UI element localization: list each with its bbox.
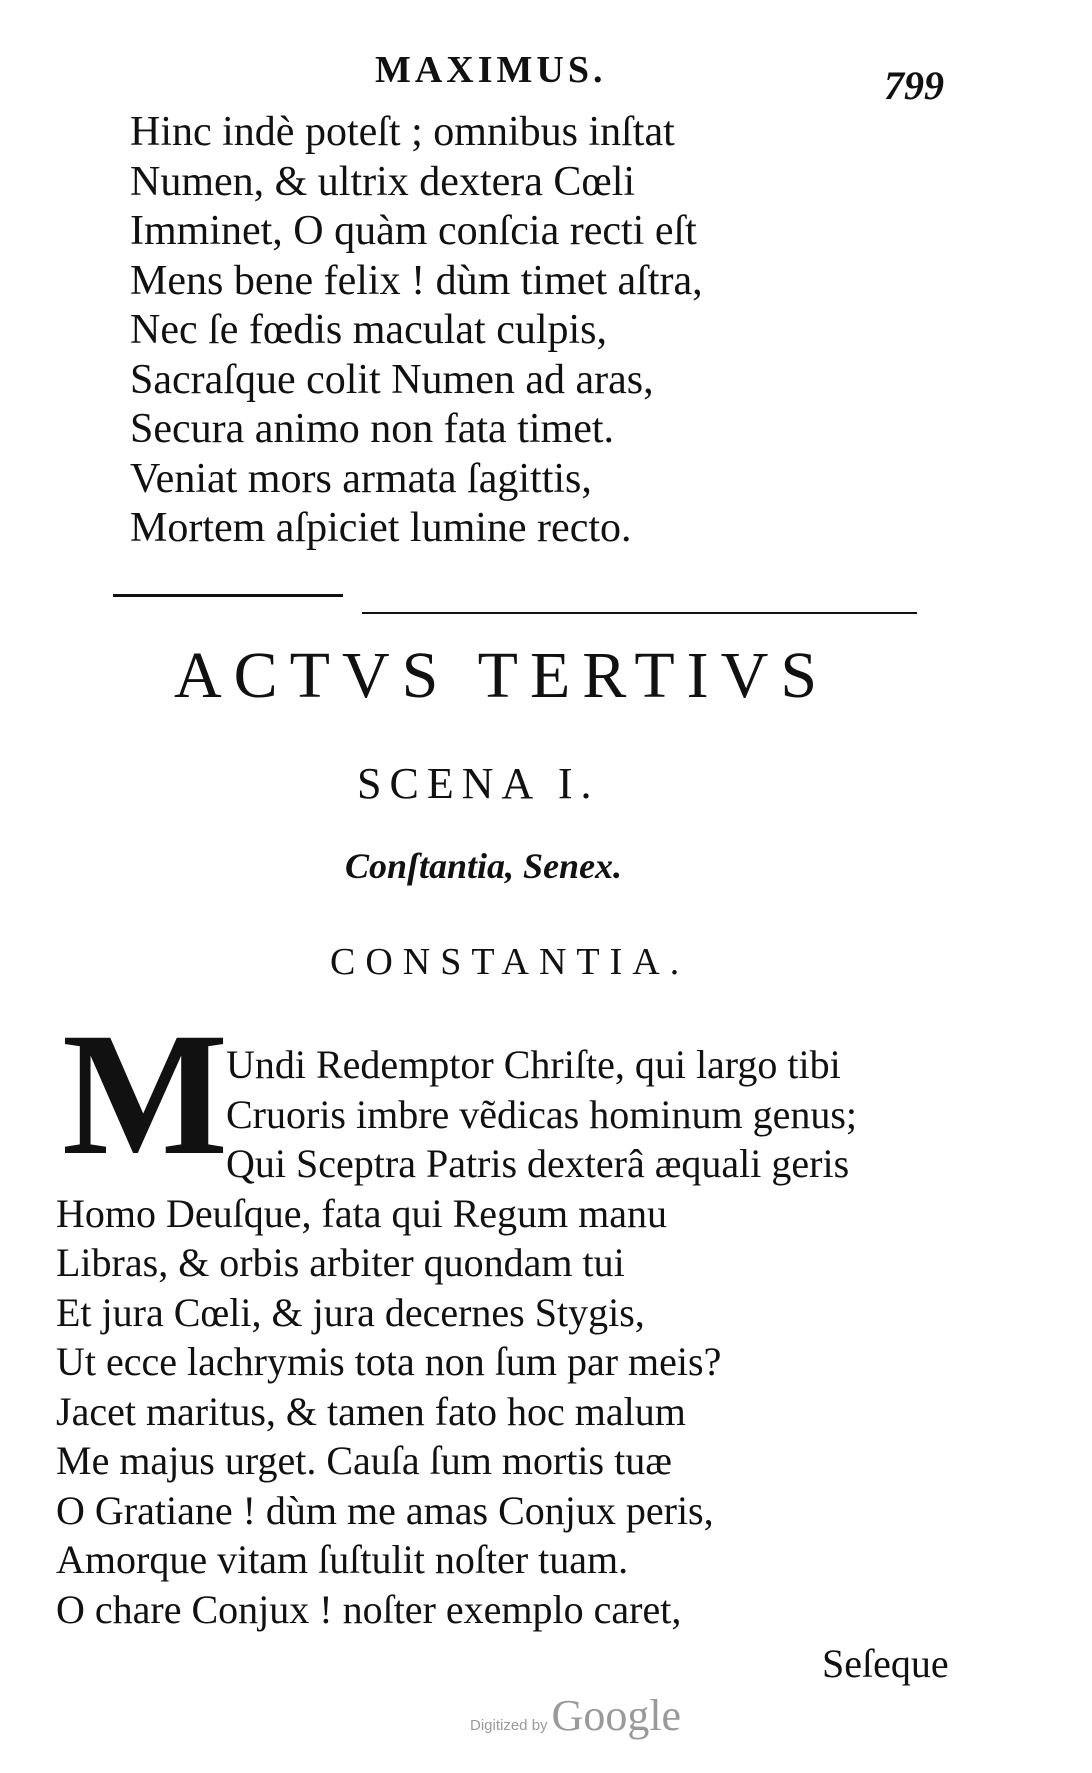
verse-block <box>130 108 703 554</box>
page-number: 799 <box>884 63 944 108</box>
verse-line: Hinc indè poteſt ; omnibus inſtat <box>130 109 675 155</box>
running-head: MAXIMUS. <box>375 49 607 91</box>
section-rule-left <box>113 594 343 597</box>
verse-line: Numen, & ultrix dextera Cœli <box>130 158 636 205</box>
verse-line: Sacraſque colit Numen ad aras, <box>130 356 654 403</box>
act-title: ACTVS TERTIVS <box>174 639 830 712</box>
speech-line: Amorque vitam ſuſtulit noſter tuam. <box>56 1537 629 1582</box>
speech-line: Qui Sceptra Patris dexterâ æquali geris <box>226 1141 850 1186</box>
speech-line: O Gratiane ! dùm me amas Conjux peris, <box>56 1487 714 1533</box>
section-rule-right <box>362 612 917 614</box>
watermark-brand: Google <box>551 1691 682 1740</box>
speech-block <box>56 1040 857 1634</box>
watermark-prefix: Digitized by <box>470 1717 548 1734</box>
speech-line: Jacet maritus, & tamen fato hoc malum <box>56 1388 686 1434</box>
speech-line: Undi Redemptor Chriſte, qui largo tibi <box>226 1042 841 1087</box>
dramatis-personae: Conſtantia, Senex. <box>345 846 623 886</box>
speech-line: O chare Conjux ! noſter exemplo caret, <box>56 1586 682 1632</box>
speaker-name: CONSTANTIA. <box>330 941 690 983</box>
speech-line: Homo Deuſque, fata qui Regum manu <box>56 1190 667 1236</box>
verse-line: Imminet, O quàm conſcia recti eſt <box>130 208 697 254</box>
speech-line: Et jura Cœli, & jura decernes Stygis, <box>56 1289 645 1335</box>
verse-line: Veniat mors armata ſagittis, <box>130 455 592 502</box>
speech-line: Cruoris imbre vẽdicas hominum genus; <box>226 1091 858 1137</box>
speech-line: Ut ecce lachrymis tota non ſum par meis? <box>56 1339 722 1384</box>
verse-line: Nec ſe fœdis maculat culpis, <box>130 307 608 353</box>
catchword: Seſeque <box>822 1641 949 1686</box>
speech-line: Me majus urget. Cauſa ſum mortis tuæ <box>56 1438 672 1483</box>
verse-line: Secura animo non fata timet. <box>130 406 615 452</box>
drop-cap-initial: M <box>62 997 229 1192</box>
speech-line: Libras, & orbis arbiter quondam tui <box>56 1240 625 1285</box>
verse-line: Mortem aſpiciet lumine recto. <box>130 505 632 551</box>
scene-title: SCENA I. <box>357 759 600 808</box>
verse-line: Mens bene felix ! dùm timet aſtra, <box>130 257 703 304</box>
digitization-watermark <box>470 1690 681 1741</box>
